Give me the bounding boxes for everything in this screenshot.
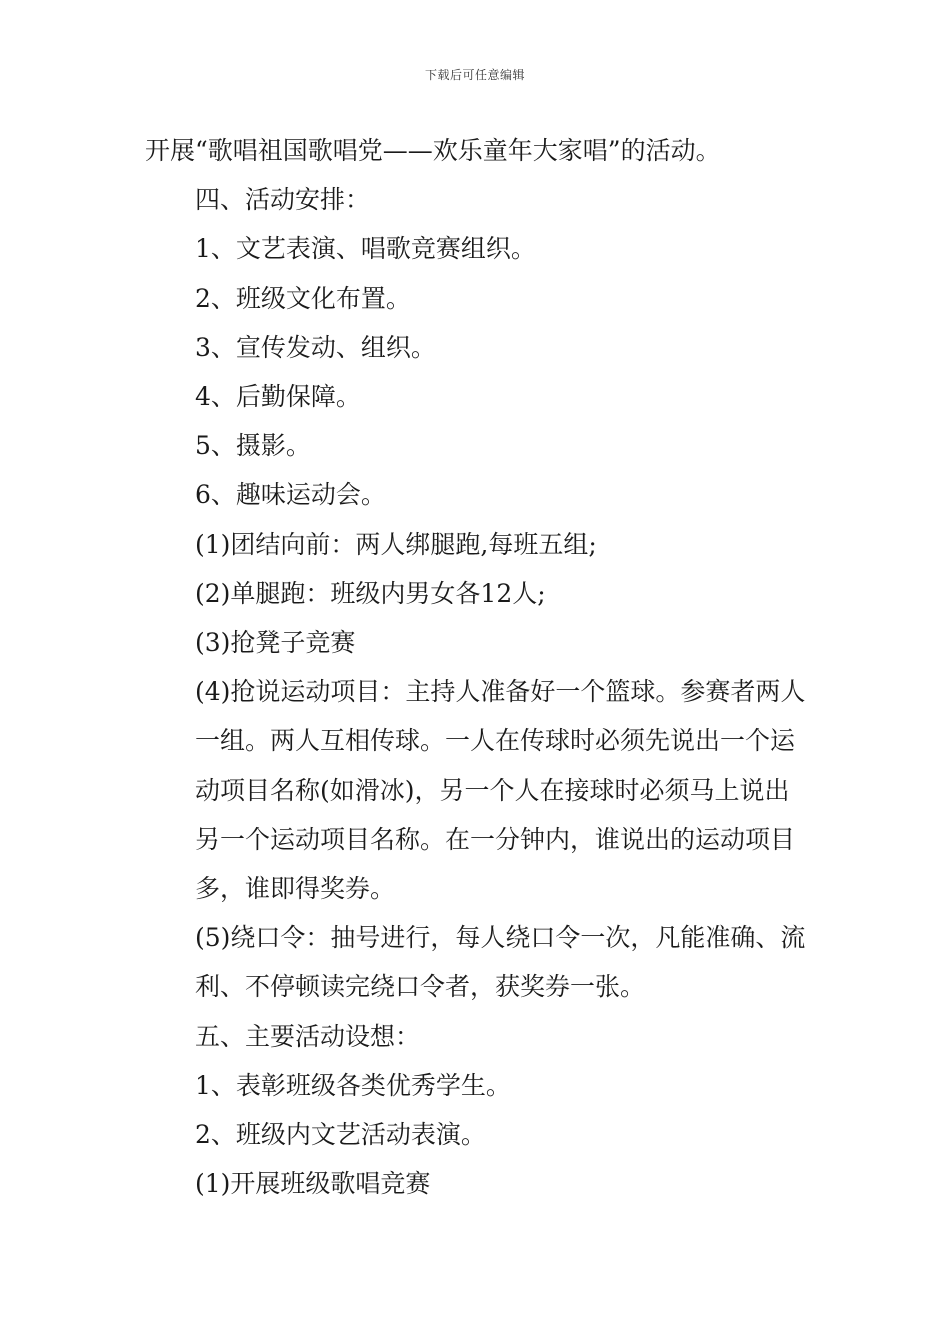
sub-list-item: (1)开展班级歌唱竞赛 [195, 1169, 431, 1199]
sub-list-item: (1)团结向前：两人绑腿跑,每班五组; [195, 529, 597, 559]
sub-list-item: (2)单腿跑：班级内男女各12人; [195, 578, 546, 608]
sub-list-item: (5)绕口令：抽号进行，每人绕口令一次，凡能准确、流利、不停顿读完绕口令者，获奖券一张。 [195, 923, 806, 1002]
list-item: 1、表彰班级各类优秀学生。 [195, 1070, 511, 1100]
document-body [145, 126, 810, 1208]
header-note: 下载后可任意编辑 [424, 68, 525, 82]
list-item: 2、班级内文艺活动表演。 [195, 1120, 486, 1150]
sub-list-item: (4)抢说运动项目：主持人准备好一个篮球。参赛者两人一组。两人互相传球。一人在传球时必须先说出一个运动项目名称(如滑冰)，另一个人在接球时必须马上说出另一个运动项目名称。在一分钟内，谁说出的运动项目多，谁即得奖券。 [195, 677, 806, 904]
section-heading-activity-arrangement: 四、活动安排： [195, 185, 371, 215]
list-item: 6、趣味运动会。 [195, 480, 386, 510]
paragraph: 开展“歌唱祖国歌唱党——欢乐童年大家唱”的活动。 [145, 136, 721, 165]
list-item: 1、文艺表演、唱歌竞赛组织。 [195, 234, 536, 264]
list-item: 5、摄影。 [195, 431, 311, 461]
sub-list-item: (3)抢凳子竞赛 [195, 628, 356, 658]
list-item: 4、后勤保障。 [195, 382, 361, 412]
list-item: 2、班级文化布置。 [195, 283, 411, 313]
section-heading-main-activities: 五、主要活动设想： [195, 1021, 421, 1051]
list-item: 3、宣传发动、组织。 [195, 332, 436, 362]
